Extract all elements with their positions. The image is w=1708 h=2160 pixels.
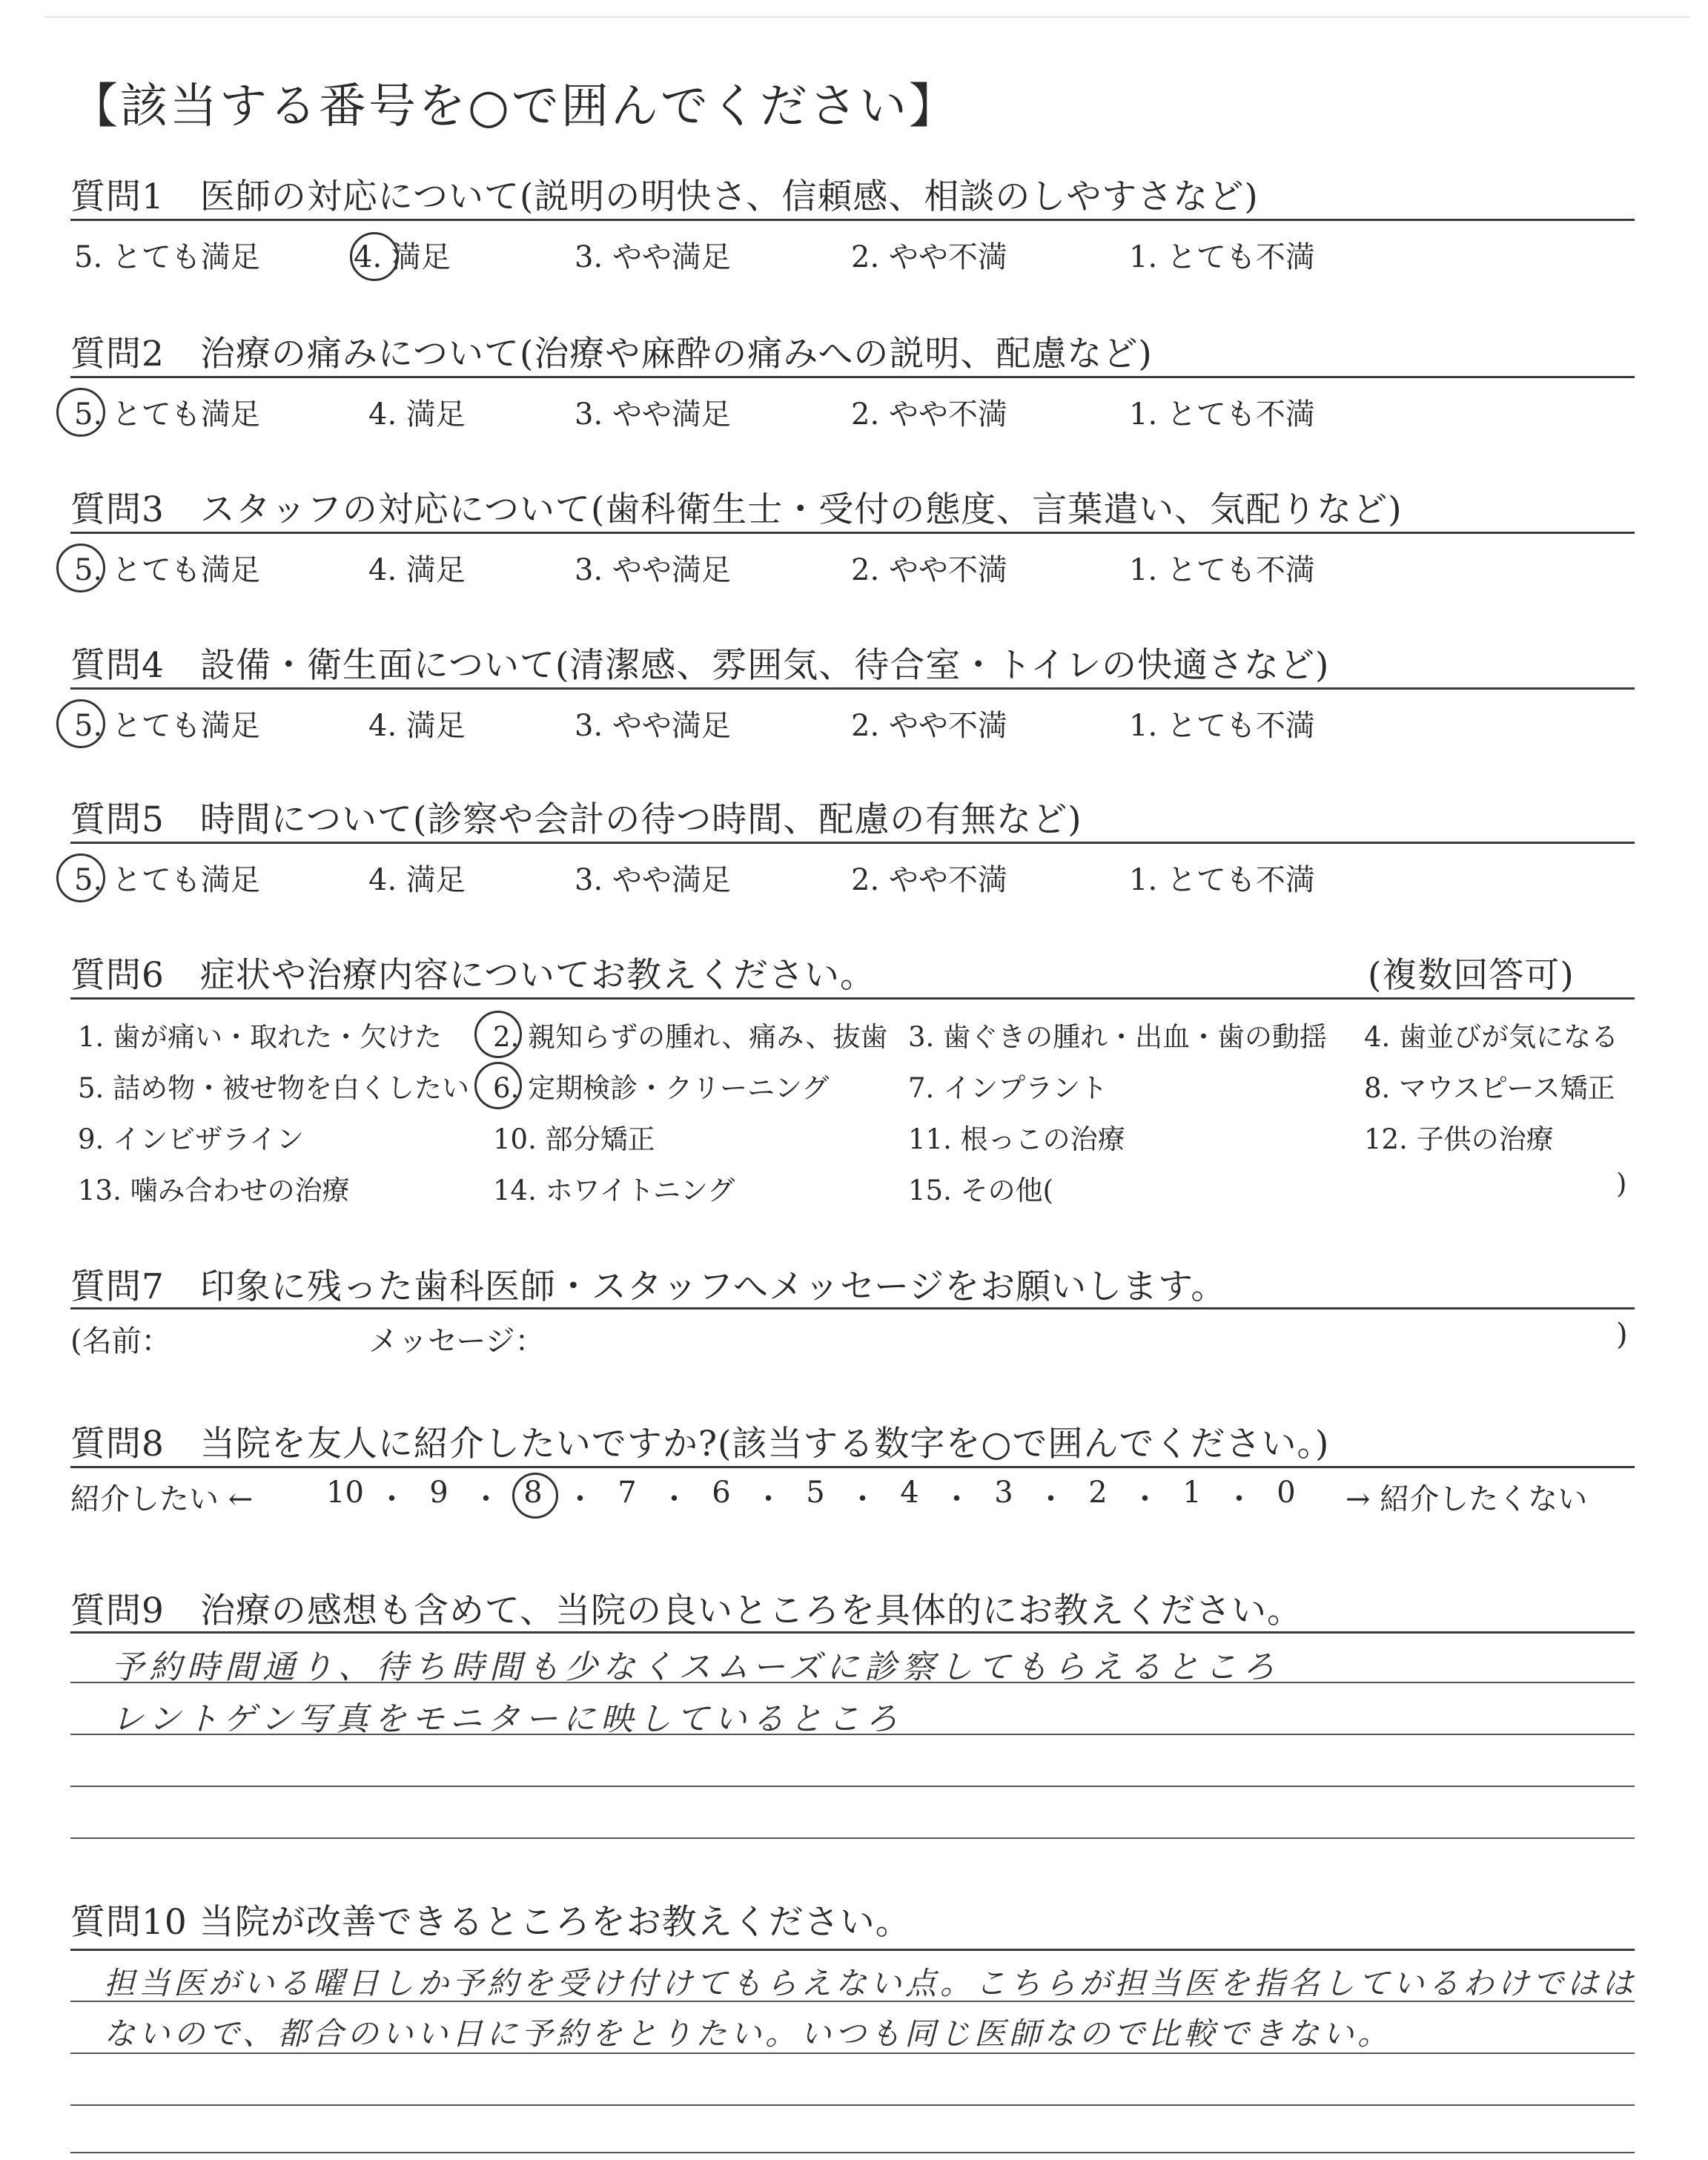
- q5-option-5[interactable]: 5. とても満足: [74, 863, 260, 897]
- q2-option-3[interactable]: 3. やや満足: [575, 397, 731, 432]
- q2-option-5[interactable]: 5. とても満足: [74, 397, 260, 432]
- q10-title: 質問10 当院が改善できるところをお教えください。: [70, 1902, 911, 1943]
- q3-option-1[interactable]: 1. とても不満: [1129, 553, 1315, 587]
- q6-title: 質問6 症状や治療内容についてお教えください。: [70, 955, 875, 996]
- q8-separator: ・: [377, 1482, 407, 1516]
- q6-other-close: ): [1616, 1168, 1627, 1200]
- q6-option-10[interactable]: 10. 部分矯正: [493, 1123, 655, 1155]
- q8-number-10[interactable]: 10: [326, 1476, 364, 1510]
- q6-option-14[interactable]: 14. ホワイトニング: [493, 1175, 735, 1206]
- page-header: 【該当する番号を○で囲んでください】: [70, 79, 959, 134]
- q6-option-8[interactable]: 8. マウスピース矯正: [1364, 1072, 1615, 1104]
- q6-option-13[interactable]: 13. 噛み合わせの治療: [78, 1175, 350, 1206]
- q5-option-4[interactable]: 4. 満足: [368, 863, 466, 897]
- q9-answer-line-1: 予約時間通り、待ち時間も少なくスムーズに診察してもらえるところ: [111, 1648, 1280, 1686]
- q5-title: 質問5 時間について(診察や会計の待つ時間、配慮の有無など): [70, 799, 1082, 840]
- q8-separator: ・: [847, 1482, 878, 1516]
- q8-separator: ・: [753, 1482, 784, 1516]
- q8-separator: ・: [1224, 1482, 1254, 1516]
- q5-option-1[interactable]: 1. とても不満: [1129, 863, 1315, 897]
- q6-option-4[interactable]: 4. 歯並びが気になる: [1364, 1021, 1619, 1053]
- q10-rule-4: [70, 2104, 1635, 2106]
- q9-answer-line-2: レントゲン写真をモニターに映しているところ: [111, 1700, 904, 1738]
- page-top-edge: [44, 16, 1690, 18]
- q3-rule: [70, 532, 1635, 534]
- q8-separator: ・: [1036, 1482, 1066, 1516]
- q9-rule-1: [70, 1631, 1635, 1634]
- q8-separator: ・: [565, 1482, 595, 1516]
- q8-separator: ・: [659, 1482, 689, 1516]
- q8-number-2[interactable]: 2: [1088, 1476, 1108, 1510]
- q3-option-5[interactable]: 5. とても満足: [74, 553, 260, 587]
- q9-rule-5: [70, 1837, 1635, 1839]
- q8-separator: ・: [1130, 1482, 1160, 1516]
- q8-left-label: 紹介したい ←: [70, 1482, 254, 1516]
- q6-option-3[interactable]: 3. 歯ぐきの腫れ・出血・歯の動揺: [908, 1021, 1328, 1053]
- q8-number-1[interactable]: 1: [1182, 1476, 1202, 1510]
- q1-option-1[interactable]: 1. とても不満: [1129, 240, 1315, 274]
- q3-option-3[interactable]: 3. やや満足: [575, 553, 731, 587]
- q8-number-3[interactable]: 3: [994, 1476, 1013, 1510]
- q7-name-label: (名前：: [70, 1324, 171, 1358]
- q6-option-12[interactable]: 12. 子供の治療: [1364, 1123, 1554, 1155]
- q4-title: 質問4 設備・衛生面について(清潔感、雰囲気、待合室・トイレの快適さなど): [70, 645, 1330, 686]
- q1-title: 質問1 医師の対応について(説明の明快さ、信頼感、相談のしやすさなど): [70, 176, 1259, 217]
- q3-option-4[interactable]: 4. 満足: [368, 553, 466, 587]
- q8-number-4[interactable]: 4: [900, 1476, 919, 1510]
- q6-option-9[interactable]: 9. インビザライン: [78, 1123, 304, 1155]
- q8-number-8[interactable]: 8: [523, 1476, 543, 1510]
- q8-title: 質問8 当院を友人に紹介したいですか?(該当する数字を○で囲んでください。): [70, 1424, 1330, 1464]
- q6-option-5[interactable]: 5. 詰め物・被せ物を白くしたい: [78, 1072, 470, 1104]
- q4-rule: [70, 687, 1635, 690]
- q6-option-6[interactable]: 6. 定期検診・クリーニング: [493, 1072, 830, 1104]
- q7-title: 質問7 印象に残った歯科医師・スタッフへメッセージをお願いします。: [70, 1266, 1227, 1307]
- q8-number-0[interactable]: 0: [1277, 1476, 1296, 1510]
- q8-separator: ・: [471, 1482, 501, 1516]
- q6-rule: [70, 997, 1635, 1000]
- q5-option-3[interactable]: 3. やや満足: [575, 863, 731, 897]
- q4-option-5[interactable]: 5. とても満足: [74, 709, 260, 743]
- q6-option-1[interactable]: 1. 歯が痛い・取れた・欠けた: [78, 1021, 443, 1053]
- q1-option-4[interactable]: 4. 満足: [354, 240, 451, 274]
- q10-rule-1: [70, 1949, 1635, 1951]
- q4-option-1[interactable]: 1. とても不満: [1129, 709, 1315, 743]
- q1-option-5[interactable]: 5. とても満足: [74, 240, 260, 274]
- q10-answer-line-1: 担当医がいる曜日しか予約を受け付けてもらえない点。こちらが担当医を指名しているわけではは: [104, 1965, 1638, 2001]
- q2-option-2[interactable]: 2. やや不満: [851, 397, 1007, 432]
- q6-option-2[interactable]: 2. 親知らずの腫れ、痛み、抜歯: [493, 1021, 888, 1053]
- q8-rule: [70, 1466, 1635, 1468]
- q9-title: 質問9 治療の感想も含めて、当院の良いところを具体的にお教えください。: [70, 1591, 1302, 1631]
- q4-option-4[interactable]: 4. 満足: [368, 709, 466, 743]
- q10-answer-line-2: ないので、都合のいい日に予約をとりたい。いつも同じ医師なので比較できない。: [104, 2015, 1393, 2052]
- q8-right-label: → 紹介したくない: [1345, 1482, 1588, 1516]
- q2-rule: [70, 376, 1635, 378]
- q2-option-4[interactable]: 4. 満足: [368, 397, 466, 432]
- q6-multiple-note: (複数回答可): [1368, 955, 1575, 996]
- q8-number-7[interactable]: 7: [618, 1476, 637, 1510]
- q3-title: 質問3 スタッフの対応について(歯科衛生士・受付の態度、言葉遣い、気配りなど): [70, 489, 1403, 530]
- q7-rule: [70, 1307, 1635, 1309]
- q6-option-15[interactable]: 15. その他(: [908, 1175, 1054, 1206]
- q6-option-11[interactable]: 11. 根っこの治療: [908, 1123, 1125, 1155]
- q1-option-3[interactable]: 3. やや満足: [575, 240, 731, 274]
- q10-rule-5: [70, 2152, 1635, 2153]
- q3-option-2[interactable]: 2. やや不満: [851, 553, 1007, 587]
- q2-option-1[interactable]: 1. とても不満: [1129, 397, 1315, 432]
- q7-close-paren: ): [1616, 1318, 1628, 1352]
- q2-title: 質問2 治療の痛みについて(治療や麻酔の痛みへの説明、配慮など): [70, 334, 1153, 374]
- q4-option-2[interactable]: 2. やや不満: [851, 709, 1007, 743]
- q8-separator: ・: [941, 1482, 972, 1516]
- q8-number-6[interactable]: 6: [712, 1476, 731, 1510]
- q9-rule-4: [70, 1786, 1635, 1787]
- q6-option-7[interactable]: 7. インプラント: [908, 1072, 1108, 1104]
- q4-option-3[interactable]: 3. やや満足: [575, 709, 731, 743]
- q5-rule: [70, 842, 1635, 844]
- q1-option-2[interactable]: 2. やや不満: [851, 240, 1007, 274]
- q8-number-9[interactable]: 9: [429, 1476, 448, 1510]
- q5-option-2[interactable]: 2. やや不満: [851, 863, 1007, 897]
- q1-rule: [70, 219, 1635, 221]
- q8-number-5[interactable]: 5: [806, 1476, 825, 1510]
- q7-message-label: メッセージ：: [368, 1324, 545, 1358]
